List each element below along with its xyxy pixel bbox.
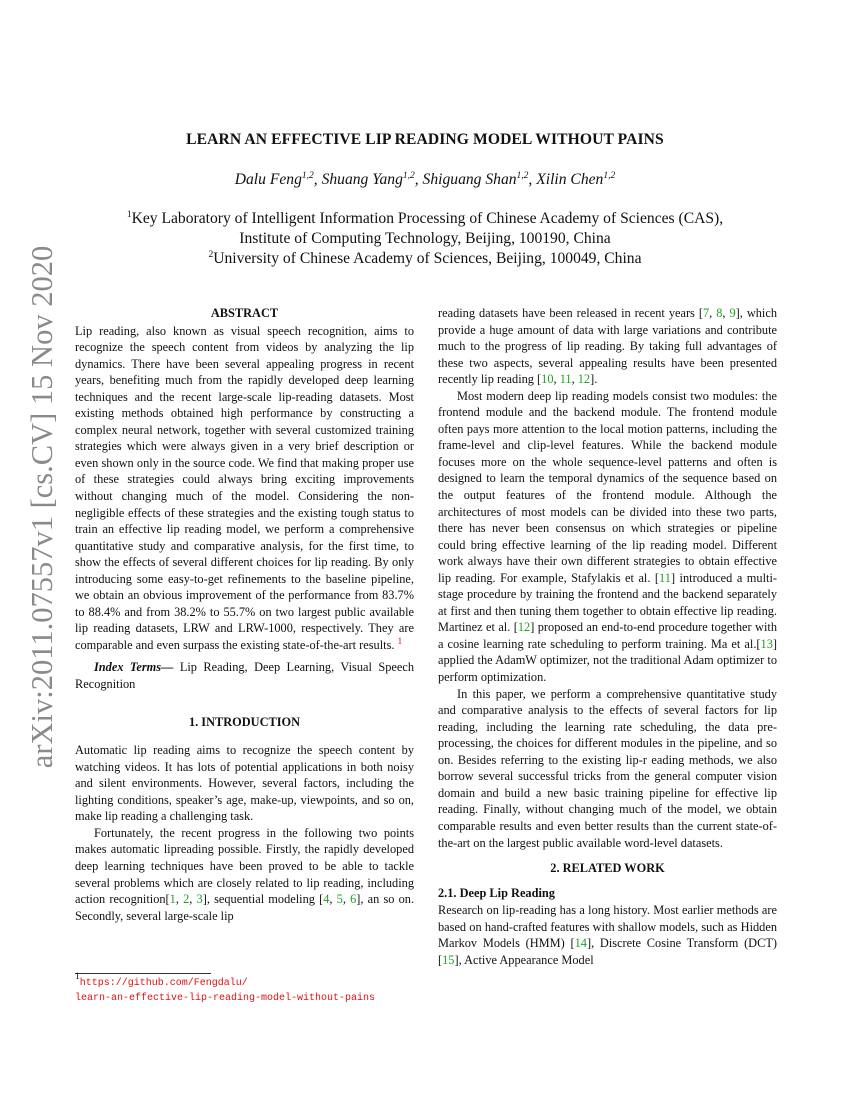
citation-link[interactable]: 11	[559, 372, 572, 387]
citation-link[interactable]: 7	[702, 306, 710, 320]
intro-paragraph-2: Fortunately, the recent progress in the following two points makes automatic lipreading possible. Firstly, the rapidly developed deep learning techniques have been proved to be able to tackle several problems which are closely related to lip reading, including action recognition[1, 2, 3], sequential modeling [4, 5, 6], an so on. Secondly, several large-scale lip	[75, 825, 415, 923]
citation-link[interactable]: 14	[574, 936, 587, 951]
author: Shiguang Shan	[422, 171, 517, 188]
arxiv-identifier: arXiv:2011.07557v1 [cs.CV] 15 Nov 2020	[25, 245, 59, 769]
text-run: Research on lip-reading has a long history. Most earlier methods are based on hand-crafted features with shallow models, such as Hidden Markov Models (HMM) [	[438, 903, 777, 951]
footnote-mark: 1	[75, 972, 80, 982]
text-run: ], an so on. Secondly, several large-scale lip	[75, 892, 415, 923]
abstract-text	[75, 323, 414, 654]
author-list	[0, 171, 850, 189]
affiliation-mark: 1,2	[301, 171, 314, 181]
author-separator: ,	[414, 171, 423, 188]
intro-paragraph-5: In this paper, we perform a comprehensive quantitative study and comparative analysis to the effects of several factors for lip reading, including the learning rate scheduling, the data pre-processing, the choices for different modules in the pipeline, and so on. Besides referring to the existing lip-r eading methods, we also borrow several successful tricks from the general computer vision domain and build a new basic training pipeline for effective lip reading. Finally, without changing much of the model, we obtain comparable results and even better results than the current state-of-the-art on the largest public available word-level datasets.	[438, 686, 777, 850]
citation-link[interactable]: 1	[169, 892, 176, 907]
citation-link[interactable]: 4	[323, 892, 330, 907]
author: Dalu Feng	[234, 171, 302, 188]
index-terms-text: Lip Reading, Deep Learning, Visual Speech Recognition	[75, 660, 414, 692]
affiliation-1	[0, 209, 850, 229]
right-column	[438, 305, 777, 968]
text-run: ] introduced a multi-stage procedure by training the frontend and the backend separately at first and then tuning them together to obtain effective lip reading. Martinez et al. [	[438, 570, 777, 635]
citation-link[interactable]: 13	[760, 636, 773, 651]
citation-link[interactable]: 11	[659, 570, 671, 585]
subsection-heading: 2.1. Deep Lip Reading	[438, 885, 555, 900]
intro-paragraph-4	[438, 388, 777, 686]
citation-link[interactable]: 10	[541, 372, 554, 387]
affiliation-text: Key Laboratory of Intelligent Information Processing of Chinese Academy of Sciences (CAS),	[131, 210, 724, 227]
intro-paragraph-1: Automatic lip reading aims to recognize the speech content by watching videos. It has lots of potential applications in both noisy and silent environments. However, several factors, including the lighting conditions, speaker’s age, make-up, viewpoints, and so on, make lip reading a challenging task.	[75, 743, 414, 824]
citation-link[interactable]: 12	[517, 620, 531, 635]
footnote-url[interactable]: https://github.com/Fengdalu/	[79, 978, 248, 989]
affiliation-mark: 1,2	[516, 171, 529, 181]
citation-link[interactable]: 5	[336, 892, 343, 907]
text-run: Most modern deep lip reading models consist two modules: the frontend module and the backend module. The frontend module often pays more attention to the local motion patterns, including the frame-level and clip-level features. While the backend module focuses more on the whole sequence-level patterns and often is designed to learn the temporal dynamics of the sequence based on the output features of the frontend module. Although the architectures of most models can be divided into these two parts, there has never been consensus on which strategies or pipeline could bring effective learning of the lip reading model. Different work always have their own different strategies to obtain effective lip reading. For example, Stafylakis et al. [	[438, 388, 777, 585]
text-run: ], Discrete Cosine Transform (DCT) [	[438, 936, 777, 967]
citation-link[interactable]: 15	[442, 952, 455, 967]
footnote-rule	[75, 973, 211, 974]
text-run: reading datasets have been released in recent years [	[438, 306, 703, 320]
intro-paragraph-3: reading datasets have been released in recent years [7, 8, 9], which provide a huge amount of data with large variations and contribute much to the progress of lip reading. By taking full advantages of these two aspects, several appealing results have been presented recently lip reading [10, 11, 12].	[438, 306, 777, 387]
related-work-heading: 2. RELATED WORK	[550, 861, 665, 876]
affiliation-mark: 1,2	[402, 171, 415, 181]
citation-link[interactable]: 2	[183, 892, 190, 907]
affiliation-text: University of Chinese Academy of Sciences, Beijing, 100049, China	[213, 250, 642, 267]
affiliation-mark: 1,2	[603, 171, 616, 181]
text-run: ], Active Appearance Model	[454, 952, 594, 967]
text-run: ], which provide a huge amount of data with large variations and contribute much to the progress of lip reading. By taking full advantages of these two aspects, several appealing results have been presented recently lip reading [	[438, 306, 777, 387]
paper-title: LEARN AN EFFECTIVE LIP READING MODEL WITHOUT PAINS	[186, 131, 664, 148]
abstract-body: Lip reading, also known as visual speech recognition, aims to recognize the speech content from videos by analyzing the lip dynamics. There have been several appealing progress in recent years, benefiting much from the rapidly developed deep learning techniques and the recent large-scale lip-reading datasets. Most existing methods obtained high performance by constructing a complex neural network, together with several customized training strategies which were always given in a very brief description or even shown only in the source code. We find that making proper use of these strategies could always bring exciting improvements without changing much of the model. Considering the non-negligible effects of these strategies and the existing tough status to train an effective lip reading model, we perform a comprehensive quantitative study and comparative analysis, for the first time, to show the effects of several different choices for lip reading. By only introducing some easy-to-get refinements to the baseline pipeline, we obtain an obvious improvement of the performance from 83.7% to 88.4% and from 38.2% to 55.7% on two largest public available lip reading datasets, LRW and LRW-1000, respectively. They are comparable and even surpass the existing state-of-the-art results.	[75, 323, 414, 652]
affiliation-2	[0, 249, 850, 269]
affiliation-mark: 1	[126, 210, 132, 220]
footnote-url-cont[interactable]: learn-an-effective-lip-reading-model-without-pains	[75, 993, 376, 1004]
text-run: ], sequential modeling [	[202, 892, 324, 907]
affiliation-1-cont: Institute of Computing Technology, Beijing, 100190, China	[239, 230, 611, 247]
author: Shuang Yang	[321, 171, 403, 188]
citation-link[interactable]: 9	[729, 306, 736, 320]
citation-link[interactable]: 6	[350, 892, 357, 907]
introduction-heading: 1. INTRODUCTION	[188, 714, 301, 729]
footnote-link[interactable]: 1	[397, 635, 403, 646]
citation-link[interactable]: 12	[577, 372, 591, 387]
index-terms	[75, 659, 414, 692]
citation-link[interactable]: 3	[196, 892, 203, 907]
author: Xilin Chen	[536, 171, 604, 188]
author-separator: ,	[528, 171, 537, 188]
author-separator: ,	[313, 171, 322, 188]
text-run: ].	[590, 372, 598, 387]
related-paragraph-1	[438, 902, 777, 968]
footnote	[75, 972, 420, 1006]
left-column	[75, 305, 414, 924]
text-run: Fortunately, the recent progress in the following two points makes automatic lipreading possible. Firstly, the rapidly developed deep learning techniques have been proved to be able to tackle several problems which are closely related to lip reading, including action recognition[	[75, 825, 414, 907]
text-run: ] proposed an end-to-end procedure together with a cosine learning rate scheduling to perform training. Ma et al.[	[438, 620, 777, 651]
index-terms-label: Index Terms—	[94, 660, 174, 675]
citation-link[interactable]: 8	[716, 306, 723, 320]
affiliations	[0, 209, 850, 269]
affiliation-mark: 2	[208, 250, 214, 260]
text-run: ] applied the AdamW optimizer, not the traditional Adam optimizer to perform optimization.	[438, 636, 777, 685]
abstract-heading: ABSTRACT	[210, 306, 279, 320]
